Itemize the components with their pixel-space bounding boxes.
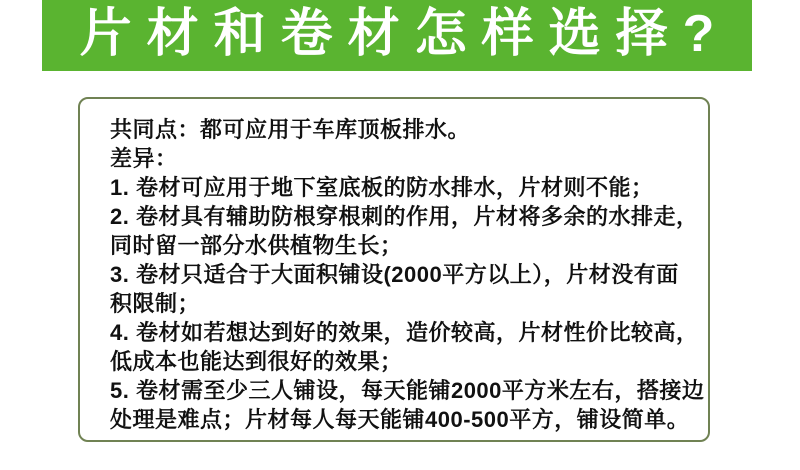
difference-item-2-text: 2. 卷材具有辅助防根穿根刺的作用，片材将多余的水排走， [110, 204, 699, 229]
difference-item-3-text: 3. 卷材只适合于大面积铺设(2000平方以上），片材没有面 [110, 262, 679, 287]
difference-item-2-text-continued: 同时留一部分水供植物生长； [110, 233, 403, 258]
difference-item-5-text-continued: 处理是难点；片材每人每天能铺400-500平方，铺设简单。 [110, 407, 690, 432]
title-banner [42, 0, 752, 71]
comparison-info-box [78, 97, 710, 442]
difference-item-5-text: 5. 卷材需至少三人铺设，每天能铺2000平方米左右，搭接边 [110, 378, 705, 403]
page-title: 片材和卷材怎样选择? [79, 4, 730, 63]
difference-item-4-text: 4. 卷材如若想达到好的效果，造价较高，片材性价比较高， [110, 320, 699, 345]
difference-item-1-text: 1. 卷材可应用于地下室底板的防水排水，片材则不能； [110, 175, 654, 200]
common-points-text: 共同点：都可应用于车库顶板排水。 [110, 117, 471, 142]
difference-item-4-text-continued: 低成本也能达到很好的效果； [110, 349, 403, 374]
difference-item-3-text-continued: 积限制； [110, 291, 201, 316]
differences-label: 差异： [110, 146, 178, 171]
